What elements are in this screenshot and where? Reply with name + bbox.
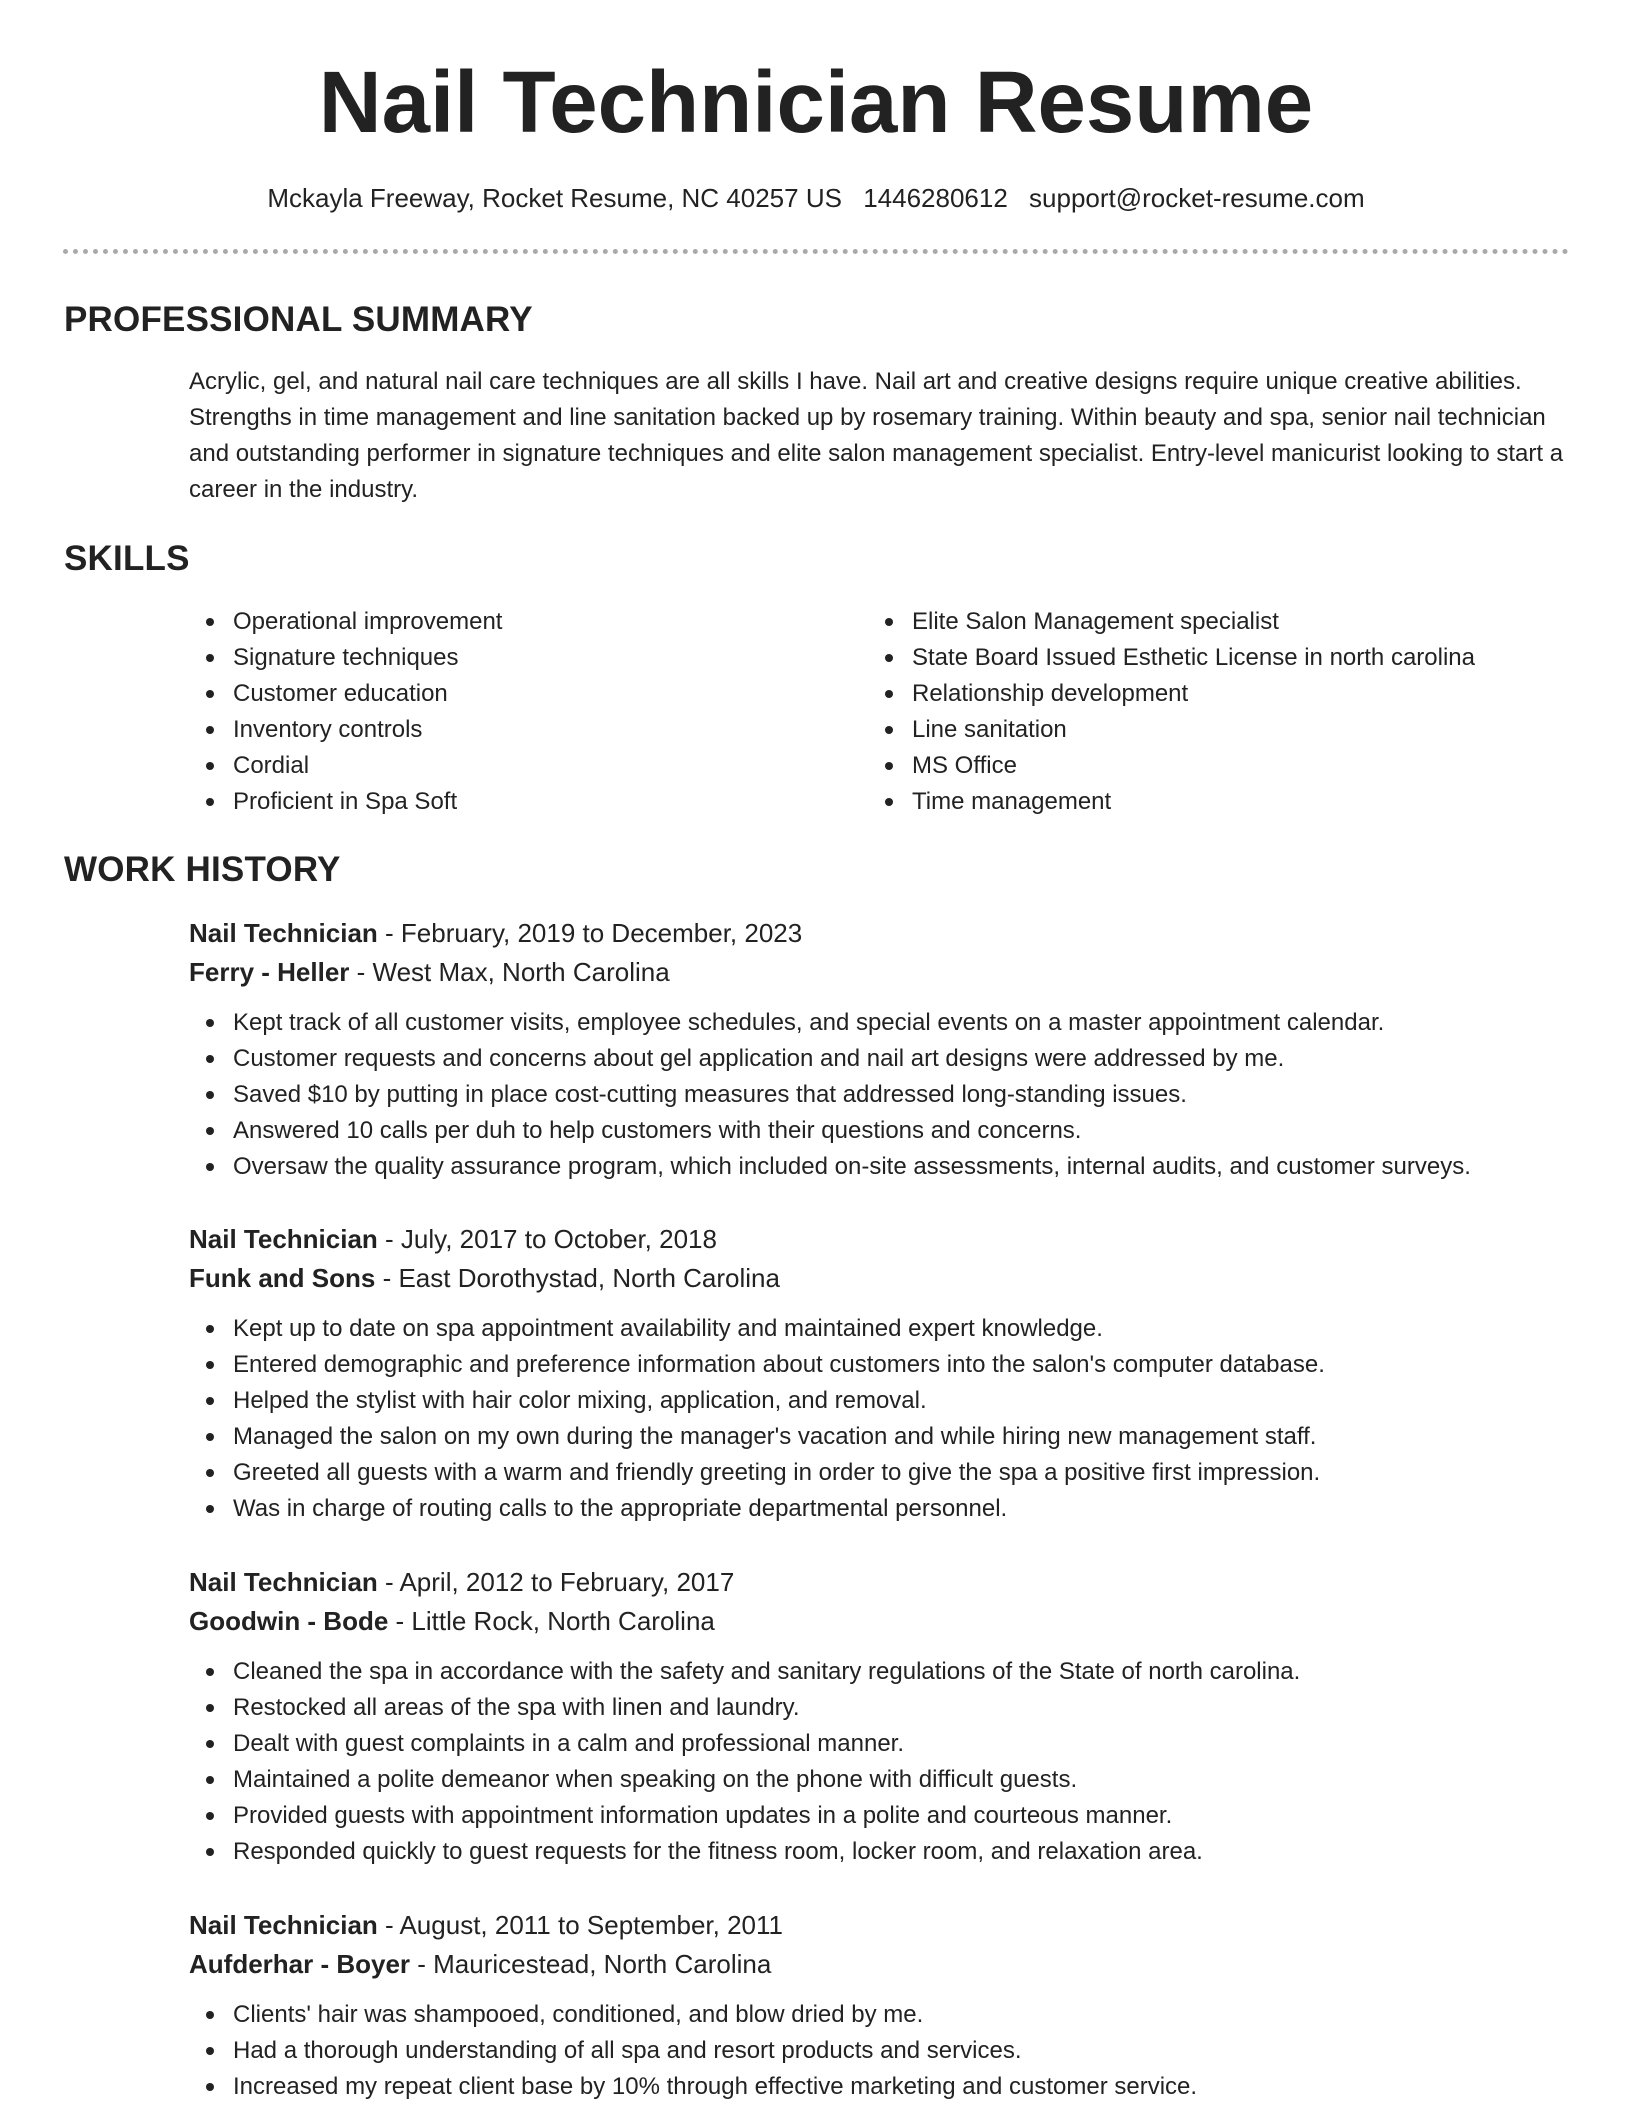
job-duties bbox=[189, 1654, 1569, 1870]
job-duty: Increased my repeat client base by 10% through effective marketing and customer service. bbox=[189, 2069, 1569, 2105]
job-entry bbox=[189, 1906, 1569, 2105]
job-duty: Responded quickly to guest requests for the fitness room, locker room, and relaxation area. bbox=[189, 1834, 1569, 1870]
job-company-line bbox=[189, 1945, 1569, 1984]
job-duty: Entered demographic and preference information about customers into the salon's computer database. bbox=[189, 1347, 1569, 1383]
job-title: Nail Technician bbox=[189, 1567, 378, 1597]
job-duty: Clients' hair was shampooed, conditioned, and blow dried by me. bbox=[189, 1997, 1569, 2033]
job-company-line bbox=[189, 953, 1569, 992]
skill-item: Relationship development bbox=[868, 676, 1548, 712]
skill-item: Elite Salon Management specialist bbox=[868, 604, 1548, 640]
job-duty: Kept track of all customer visits, employee schedules, and special events on a master appointment calendar. bbox=[189, 1005, 1569, 1041]
job-title-line bbox=[189, 1563, 1569, 1602]
job-company: Funk and Sons bbox=[189, 1263, 376, 1293]
skill-item: Operational improvement bbox=[189, 604, 869, 640]
job-duty: Saved $10 by putting in place cost-cutting measures that addressed long-standing issues. bbox=[189, 1077, 1569, 1113]
job-title: Nail Technician bbox=[189, 918, 378, 948]
job-title: Nail Technician bbox=[189, 1910, 378, 1940]
job-company: Aufderhar - Boyer bbox=[189, 1949, 411, 1979]
skills-list-right bbox=[868, 604, 1548, 820]
job-duty: Maintained a polite demeanor when speaking on the phone with difficult guests. bbox=[189, 1762, 1569, 1798]
job-duty: Greeted all guests with a warm and friendly greeting in order to give the spa a positive first impression. bbox=[189, 1455, 1569, 1491]
header-divider bbox=[63, 249, 1569, 254]
job-location: - West Max, North Carolina bbox=[349, 957, 670, 987]
job-duties bbox=[189, 1311, 1569, 1527]
contact-phone: 1446280612 bbox=[863, 183, 1008, 213]
skill-item: Line sanitation bbox=[868, 712, 1548, 748]
skill-item: State Board Issued Esthetic License in north carolina bbox=[868, 640, 1548, 676]
job-duty: Restocked all areas of the spa with linen and laundry. bbox=[189, 1690, 1569, 1726]
contact-address: Mckayla Freeway, Rocket Resume, NC 40257 US bbox=[267, 183, 842, 213]
job-duties bbox=[189, 1997, 1569, 2105]
job-duty: Kept up to date on spa appointment availability and maintained expert knowledge. bbox=[189, 1311, 1569, 1347]
skill-item: MS Office bbox=[868, 748, 1548, 784]
skills-heading: SKILLS bbox=[64, 539, 190, 578]
skill-item: Proficient in Spa Soft bbox=[189, 784, 869, 820]
job-location: - Little Rock, North Carolina bbox=[388, 1606, 715, 1636]
job-title-line bbox=[189, 1906, 1569, 1945]
skill-item: Inventory controls bbox=[189, 712, 869, 748]
job-title-line bbox=[189, 914, 1569, 953]
job-duty: Answered 10 calls per duh to help customers with their questions and concerns. bbox=[189, 1113, 1569, 1149]
job-dates: - February, 2019 to December, 2023 bbox=[377, 918, 803, 948]
job-duty: Had a thorough understanding of all spa and resort products and services. bbox=[189, 2033, 1569, 2069]
resume-title: Nail Technician Resume bbox=[318, 54, 1314, 151]
job-entry bbox=[189, 1563, 1569, 1870]
job-duties bbox=[189, 1005, 1569, 1185]
job-duty: Cleaned the spa in accordance with the safety and sanitary regulations of the State of north carolina. bbox=[189, 1654, 1569, 1690]
summary-text: Acrylic, gel, and natural nail care techniques are all skills I have. Nail art and creative designs require unique creative abilities. Strengths in time management and line sanitation backed up by rosemary training. Within beauty and spa, senior nail technician and outstanding performer in signature techniques and elite salon management specialist. Entry-level manicurist looking to start a career in the industry. bbox=[189, 368, 1564, 503]
job-duty: Provided guests with appointment information updates in a polite and courteous manner. bbox=[189, 1798, 1569, 1834]
job-company-line bbox=[189, 1602, 1569, 1641]
job-duty: Customer requests and concerns about gel application and nail art designs were addressed by me. bbox=[189, 1041, 1569, 1077]
job-company: Goodwin - Bode bbox=[189, 1606, 389, 1636]
summary-heading: PROFESSIONAL SUMMARY bbox=[64, 300, 533, 339]
work-history-heading: WORK HISTORY bbox=[64, 850, 341, 889]
skill-item: Signature techniques bbox=[189, 640, 869, 676]
job-location: - East Dorothystad, North Carolina bbox=[375, 1263, 780, 1293]
job-duty: Oversaw the quality assurance program, which included on-site assessments, internal audits, and customer surveys. bbox=[189, 1149, 1569, 1185]
contact-line bbox=[0, 178, 1632, 218]
job-dates: - April, 2012 to February, 2017 bbox=[377, 1567, 735, 1597]
job-dates: - August, 2011 to September, 2011 bbox=[377, 1910, 784, 1940]
job-title: Nail Technician bbox=[189, 1224, 378, 1254]
job-title-line bbox=[189, 1220, 1569, 1259]
job-company-line bbox=[189, 1259, 1569, 1298]
skill-item: Cordial bbox=[189, 748, 869, 784]
skills-list-left bbox=[189, 604, 869, 820]
job-duty: Managed the salon on my own during the manager's vacation and while hiring new management staff. bbox=[189, 1419, 1569, 1455]
skill-item: Time management bbox=[868, 784, 1548, 820]
job-entry bbox=[189, 1220, 1569, 1527]
job-duty: Was in charge of routing calls to the appropriate departmental personnel. bbox=[189, 1491, 1569, 1527]
job-dates: - July, 2017 to October, 2018 bbox=[377, 1224, 717, 1254]
contact-email: support@rocket-resume.com bbox=[1029, 183, 1365, 213]
job-entry bbox=[189, 914, 1569, 1185]
skill-item: Customer education bbox=[189, 676, 869, 712]
job-duty: Helped the stylist with hair color mixing, application, and removal. bbox=[189, 1383, 1569, 1419]
job-location: - Mauricestead, North Carolina bbox=[410, 1949, 772, 1979]
job-duty: Dealt with guest complaints in a calm and professional manner. bbox=[189, 1726, 1569, 1762]
job-company: Ferry - Heller bbox=[189, 957, 350, 987]
